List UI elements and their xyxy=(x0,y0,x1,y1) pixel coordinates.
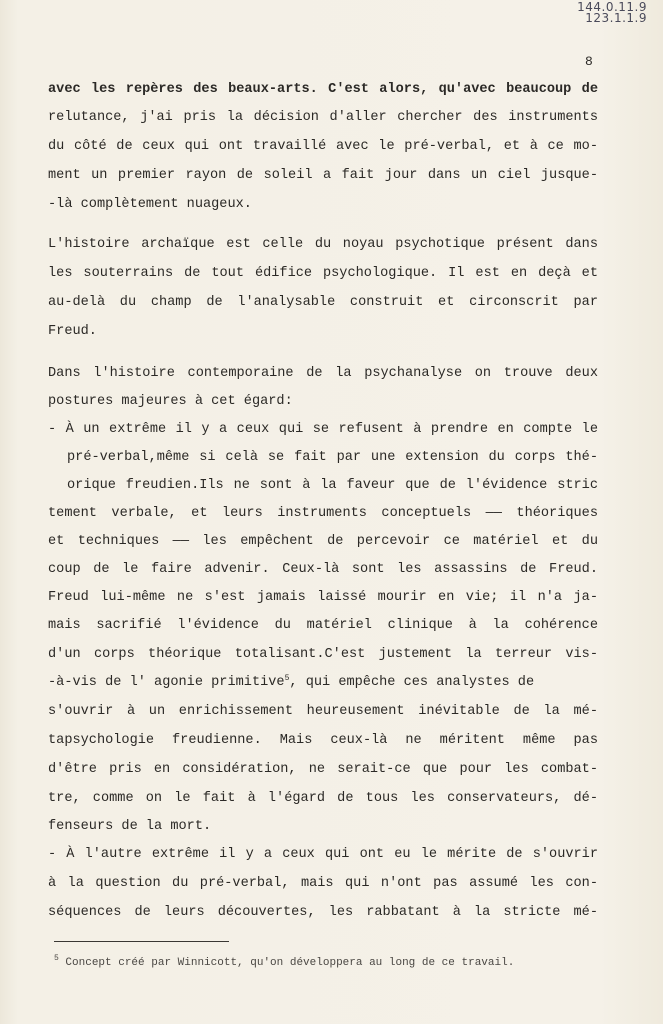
text-line: avec les repères des beaux-arts. C'est alors, qu'avec beaucoup de xyxy=(48,82,598,97)
list-item-line: orique freudien.Ils ne sont à la faveur que de l'évidence stric xyxy=(67,478,598,493)
text-line: Freud. xyxy=(48,324,97,339)
list-item-line: tement verbale, et leurs instruments conceptuels —— théoriques xyxy=(48,506,598,521)
text-line: relutance, j'ai pris la décision d'aller chercher des instruments xyxy=(48,110,598,125)
line-text: , qui empêche ces analystes de xyxy=(289,675,535,690)
text-line: les souterrains de tout édifice psychologique. Il est en deçà et xyxy=(48,266,598,281)
list-item-line: Freud lui-même ne s'est jamais laissé mourir en vie; il n'a ja- xyxy=(48,590,598,605)
archive-reference-line: 123.1.1.9 xyxy=(585,11,647,25)
text-line: du côté de ceux qui ont travaillé avec le pré-verbal, et à ce mo- xyxy=(48,139,598,154)
list-item-line: coup de le faire advenir. Ceux-là sont les assassins de Freud. xyxy=(48,562,598,577)
footnote xyxy=(54,954,515,969)
list-item-line: - À l'autre extrême il y a ceux qui ont eu le mérite de s'ouvrir xyxy=(48,847,598,862)
list-item-line: pré-verbal,même si celà se fait par une extension du corps thé- xyxy=(67,450,598,465)
list-item-line: - À un extrême il y a ceux qui se refusent à prendre en compte le xyxy=(48,422,598,437)
list-item-line: séquences de leurs découvertes, les rabbatant à la stricte mé- xyxy=(48,905,598,920)
list-item-line: à la question du pré-verbal, mais qui n'ont pas assumé les con- xyxy=(48,876,598,891)
list-item-line: mais sacrifié l'évidence du matériel clinique à la cohérence xyxy=(48,618,598,633)
list-item-line: d'un corps théorique totalisant.C'est justement la terreur vis- xyxy=(48,647,598,662)
text-line: Dans l'histoire contemporaine de la psychanalyse on trouve deux xyxy=(48,366,598,381)
text-line: postures majeures à cet égard: xyxy=(48,394,293,409)
text-line: au-delà du champ de l'analysable construit et circonscrit par xyxy=(48,295,598,310)
list-item-line: fenseurs de la mort. xyxy=(48,819,212,834)
text-line: -là complètement nuageux. xyxy=(48,197,252,212)
text-line: L'histoire archaïque est celle du noyau psychotique présent dans xyxy=(48,237,598,252)
list-item-line: d'être pris en considération, ne serait-ce que pour les combat- xyxy=(48,762,598,777)
page-number: 8 xyxy=(585,54,593,69)
list-item-line: tapsychologie freudienne. Mais ceux-là ne méritent même pas xyxy=(48,733,598,748)
footnote-reference: 5 xyxy=(284,674,290,683)
archive-reference-line: 144.0.11.9 xyxy=(577,0,647,14)
archive-reference xyxy=(577,2,647,24)
footnote-divider xyxy=(54,941,229,942)
text-line: ment un premier rayon de soleil a fait jour dans un ciel jusque- xyxy=(48,168,598,183)
list-item-line: et techniques —— les empêchent de percevoir ce matériel et du xyxy=(48,534,598,549)
footnote-marker: 5 xyxy=(54,954,59,963)
footnote-text: Concept créé par Winnicott, qu'on développera au long de ce travail. xyxy=(65,957,515,969)
list-item-line xyxy=(48,675,534,691)
list-item-line: tre, comme on le fait à l'égard de tous les conservateurs, dé- xyxy=(48,791,598,806)
line-text: -à-vis de l' agonie primitive xyxy=(48,675,285,690)
list-item-line: s'ouvrir à un enrichissement heureusement inévitable de la mé- xyxy=(48,704,598,719)
